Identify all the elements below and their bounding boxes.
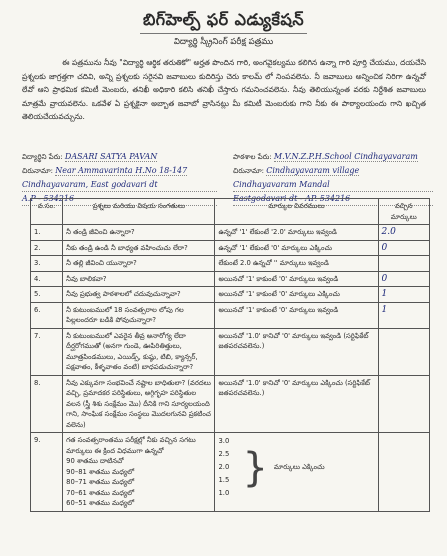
row-options: అయినచో '1' కాకుంటే '0' మార్కులు ఇవ్వండి (215, 302, 378, 328)
grade-option: 80–71 శాతము మధ్యలో (66, 478, 135, 486)
row-number: 7. (31, 328, 63, 375)
scale-values (218, 435, 240, 500)
row-question: నీ కుటుంబములో 18 సంవత్సరాల లోపు గల పిల్లలందరూ బడికి పోవుచున్నారా? (63, 302, 215, 328)
school-address-line: Cindhayavaram Mandal (233, 178, 433, 192)
school-name-row (233, 150, 433, 164)
marks-scale (218, 435, 374, 500)
row-score[interactable]: 0 (378, 271, 430, 287)
row-score[interactable]: 1 (378, 287, 430, 303)
school-address-line: Eastgodavari dt - AP. 534216 (233, 192, 433, 206)
row-options: లేకుంటే 2.0 ఉన్నచో '' మార్కులు ఇవ్వండి (215, 256, 378, 272)
row-number: 2. (31, 240, 63, 256)
scale-value: 2.0 (218, 463, 230, 471)
school-address-line: Cindhayavaram village (266, 166, 360, 175)
school-name-value: M.V.N.Z.P.H.School Cindhayavaram (273, 152, 418, 161)
row-question: నీకు తండ్రి ఉండి నీ బాధ్యత వహించుచు లేరా? (63, 240, 215, 256)
header-question: ప్రశ్నలు మరియు విషయ సంగతులు (63, 199, 215, 225)
table-row (31, 287, 430, 303)
student-address-row (22, 164, 217, 178)
row-number: 8. (31, 375, 63, 433)
grade-option: 90–81 శాతము మధ్యలో (66, 467, 135, 476)
student-name-row (22, 150, 217, 164)
table-row (31, 375, 430, 433)
row-number: 5. (31, 287, 63, 303)
row-number: 9. (31, 433, 63, 512)
row-score[interactable] (378, 433, 430, 512)
row-score[interactable] (378, 256, 430, 272)
school-name-label: పాఠశాల పేరు: (233, 153, 272, 161)
row-question: నీవు ప్రభుత్వ పాఠశాలలో చదువుచున్నావా? (63, 287, 215, 303)
student-address-line: Near Ammavarinta H.No 18-147 (55, 166, 188, 175)
student-name-label: విద్యార్థిని పేరు: (22, 153, 63, 161)
scale-value: 2.5 (218, 450, 230, 458)
row-options: ఉన్నచో '1' లేకుంటే '2.0' మార్కులు ఇవ్వండి (215, 225, 378, 241)
grade-option: 60–51 శాతము మధ్యలో (66, 499, 135, 507)
instructions-paragraph: ఈ పత్రమును నీవు "విద్యార్థి ఆర్థిక తరుతికో" అర్హత పొందిన గారి, అంగవైకల్యము కలిగిన ఉన్నా గారి పూర్తి చేయము, దయచేసి ప్రశ్నలకు జాగ్రత్తగా చదివి, అన్ని ప్రశ్నలకు సరైనవి జవాబులు కుదిరిస్తు చెరు కాలమ్ లో నింపవలెను. నీ జవాబులు అన్నించిక నిరిగా ఉన్నవో లేవో ఆని ప్రాథమిక కమిటీ మెంబరు, తనిఖీ అధికారి కలిసి తనిఖీ చేస్తారు గమనించవలెను. నీవు తెలియున్నంత వరకు నిర్దేశిత జవాబులు మాత్రమే వ్రాయవలెను. ఒకవేళ ఏ ప్రశ్నకైనా అబ్బాత జవాబో వ్రాసినట్లు మీ కమిటీ మెంబరుకు గాని నీకు ఈ పాఠ్యాలయందు గాని ఖచ్చిత తెలియచేయవచ్చును. (22, 58, 426, 121)
row-question: నీ తల్లి జీవించి యున్నారా? (63, 256, 215, 272)
header-marks-obtained: వచ్చిన మార్కులు (378, 199, 430, 225)
scale-value: 3.0 (218, 437, 230, 445)
table-row (31, 302, 430, 328)
table-row (31, 433, 430, 512)
row-number: 1. (31, 225, 63, 241)
row-question: నీవు బాలికవా? (63, 271, 215, 287)
table-row (31, 256, 430, 272)
row-options: అయినచో '1' కాకుంటే '0' మార్కులు ఇవ్వండి (215, 271, 378, 287)
row-number: 3. (31, 256, 63, 272)
grade-option: 90 శాతము దాటినచో (66, 457, 124, 465)
row-question: నీ కుటుంబములో ఎవరైన తీవ్ర అనారోగ్య లేదా దీర్ఘరోగముతో (అనగా గుండె, ఊపిరితిత్తులు, మూత్రపిండములు, ఎయిడ్స్, కుష్ఠు, టిబి, క్యాన్సర్, పక్షవాతం, కీళ్ళవాతం వంటి) బాధపడుచున్నారా? (63, 328, 215, 375)
row-options: అయినచో '1.0' కానిచో '0' మార్కులు ఎక్కించు (సర్టిఫికేట్ జతపరచవలెను.) (215, 375, 378, 433)
row-score[interactable]: 1 (378, 302, 430, 328)
scale-value: 1.0 (218, 489, 230, 497)
row-question-text: గత సంవత్సరాంతము పరీక్షల్లో నీకు వచ్చిన సగటు మార్కులు ఈ క్రింద విధముగా ఉన్నచో (66, 436, 196, 455)
title-underline (140, 33, 307, 34)
row-score[interactable]: 2.0 (378, 225, 430, 241)
questions-table (30, 198, 430, 512)
student-address-line: A.P - 534216 (22, 192, 217, 206)
row-options: ఉన్నచో '1' లేకుంటే '0' మార్కులు ఎక్కించు (215, 240, 378, 256)
table-row (31, 328, 430, 375)
grade-option: 70–61 శాతము మధ్యలో (66, 488, 135, 497)
row-score[interactable]: 0 (378, 240, 430, 256)
row-score[interactable] (378, 375, 430, 433)
student-name-value: DASARI SATYA PAVAN (64, 152, 158, 161)
form-subtitle: విద్యార్థి స్క్రీనింగ్ పరీక్ష పత్రము (173, 37, 274, 47)
student-address-label: చిరునామా: (22, 167, 54, 175)
header-marks-details: మార్కుల వివరములు (215, 199, 378, 225)
school-address-label: చిరునామా: (233, 167, 265, 175)
table-row (31, 271, 430, 287)
row-number: 6. (31, 302, 63, 328)
header-serial: వ.సం. (31, 199, 63, 225)
student-address-line: Cindhayavaram, East godavari dt (22, 178, 217, 192)
row-options (215, 433, 378, 512)
row-question: నీవు ఎక్కువగా సంభవించే నష్టాల బాధితులా? (వరదలు వచ్చి, ప్రమాదకర పరిస్థితులు, అగ్గిగృహ పరిస్థితుల వలన (స్త్రీ శిశు సంక్షేమం మొ) దీనికి గాని సూర్యలయంది గాని, సాంఘిక సంక్షేమం సంస్థలు మొదలగునవి ప్రకటించ వలెను) (63, 375, 215, 433)
row-options-text: మార్కులు ఎక్కించు (273, 463, 325, 472)
page-title: బిగ్‌హెల్ప్ ఫర్ ఎడ్యుకేషన్ (142, 10, 305, 29)
scale-value: 1.5 (218, 476, 230, 484)
row-options: అయినచో '1' కాకుంటే '0' మార్కులు ఎక్కించు (215, 287, 378, 303)
row-options: అయినచో '1.0' కానిచో '0' మార్కులు ఇవ్వండి (సర్టిఫికేట్ జతపరచవలెను.) (215, 328, 378, 375)
row-question: నీ తండ్రి జీవించి ఉన్నారా? (63, 225, 215, 241)
school-address-row (233, 164, 433, 178)
table-header-row (31, 199, 430, 225)
table-row (31, 240, 430, 256)
row-number: 4. (31, 271, 63, 287)
row-question (63, 433, 215, 512)
table-row (31, 225, 430, 241)
brace-icon: } (242, 444, 268, 491)
row-score[interactable] (378, 328, 430, 375)
